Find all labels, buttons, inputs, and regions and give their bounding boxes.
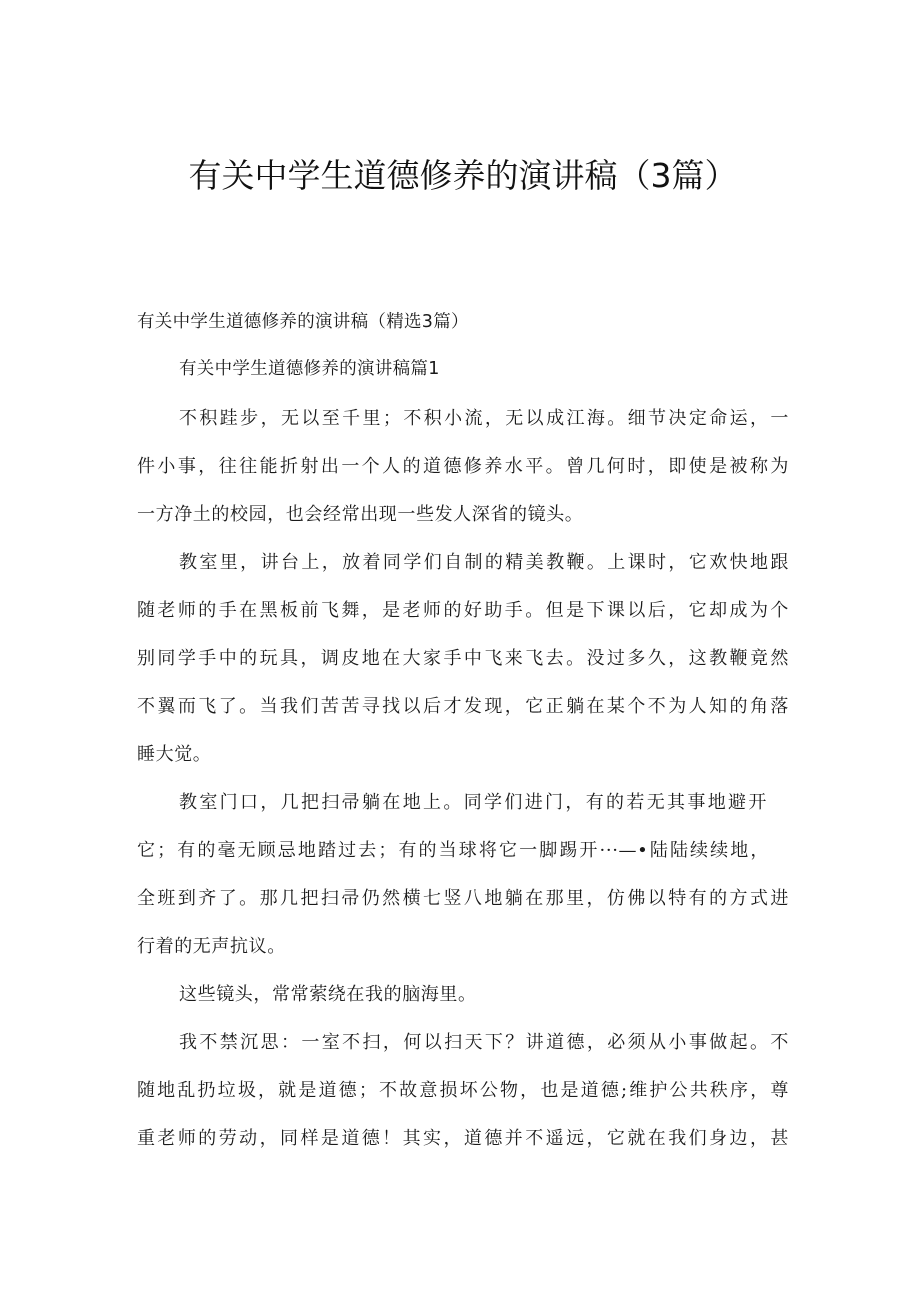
paragraph-line: 一方净土的校园，也会经常出现一些发人深省的镜头。 [137,504,584,525]
paragraph-line: 随地乱扔垃圾，就是道德；不故意损坏公物，也是道德;维护公共秩序，尊 [137,1080,789,1101]
paragraph-line: 它；有的毫无顾忌地踏过去；有的当球将它一脚踢开···—•陆陆续续地， [137,840,769,861]
paragraph-line: 这些镜头，常常萦绕在我的脑海里。 [179,984,477,1005]
paragraph-line: 件小事，往往能折射出一个人的道德修养水平。曾几何时，即使是被称为 [137,456,789,477]
paragraph-line: 我不禁沉思：一室不扫，何以扫天下？讲道德，必须从小事做起。不 [179,1032,789,1053]
paragraph-line: 别同学手中的玩具，调皮地在大家手中飞来飞去。没过多久，这教鞭竟然 [137,648,789,669]
document-title: 有关中学生道德修养的演讲稿（3篇） [188,156,738,195]
paragraph-line: 重老师的劳动，同样是道德！其实，道德并不遥远，它就在我们身边，甚 [137,1128,789,1149]
paragraph-line: 随老师的手在黑板前飞舞，是老师的好助手。但是下课以后，它却成为个 [137,600,789,621]
paragraph-line: 不翼而飞了。当我们苦苦寻找以后才发现，它正躺在某个不为人知的角落 [137,696,789,717]
section-heading: 有关中学生道德修养的演讲稿篇1 [179,359,440,379]
paragraph-line: 全班到齐了。那几把扫帚仍然横七竖八地躺在那里，仿佛以特有的方式进 [137,888,789,909]
paragraph-line: 睡大觉。 [137,744,212,765]
paragraph-line: 教室里，讲台上，放着同学们自制的精美教鞭。上课时，它欢快地跟 [179,552,789,573]
paragraph-line: 不积跬步，无以至千里；不积小流，无以成江海。细节决定命运，一 [179,408,789,429]
paragraph-line: 教室门口，几把扫帚躺在地上。同学们进门，有的若无其事地避开 [179,792,767,813]
paragraph-line: 行着的无声抗议。 [137,936,286,957]
collection-heading: 有关中学生道德修养的演讲稿（精选3篇） [137,312,469,332]
